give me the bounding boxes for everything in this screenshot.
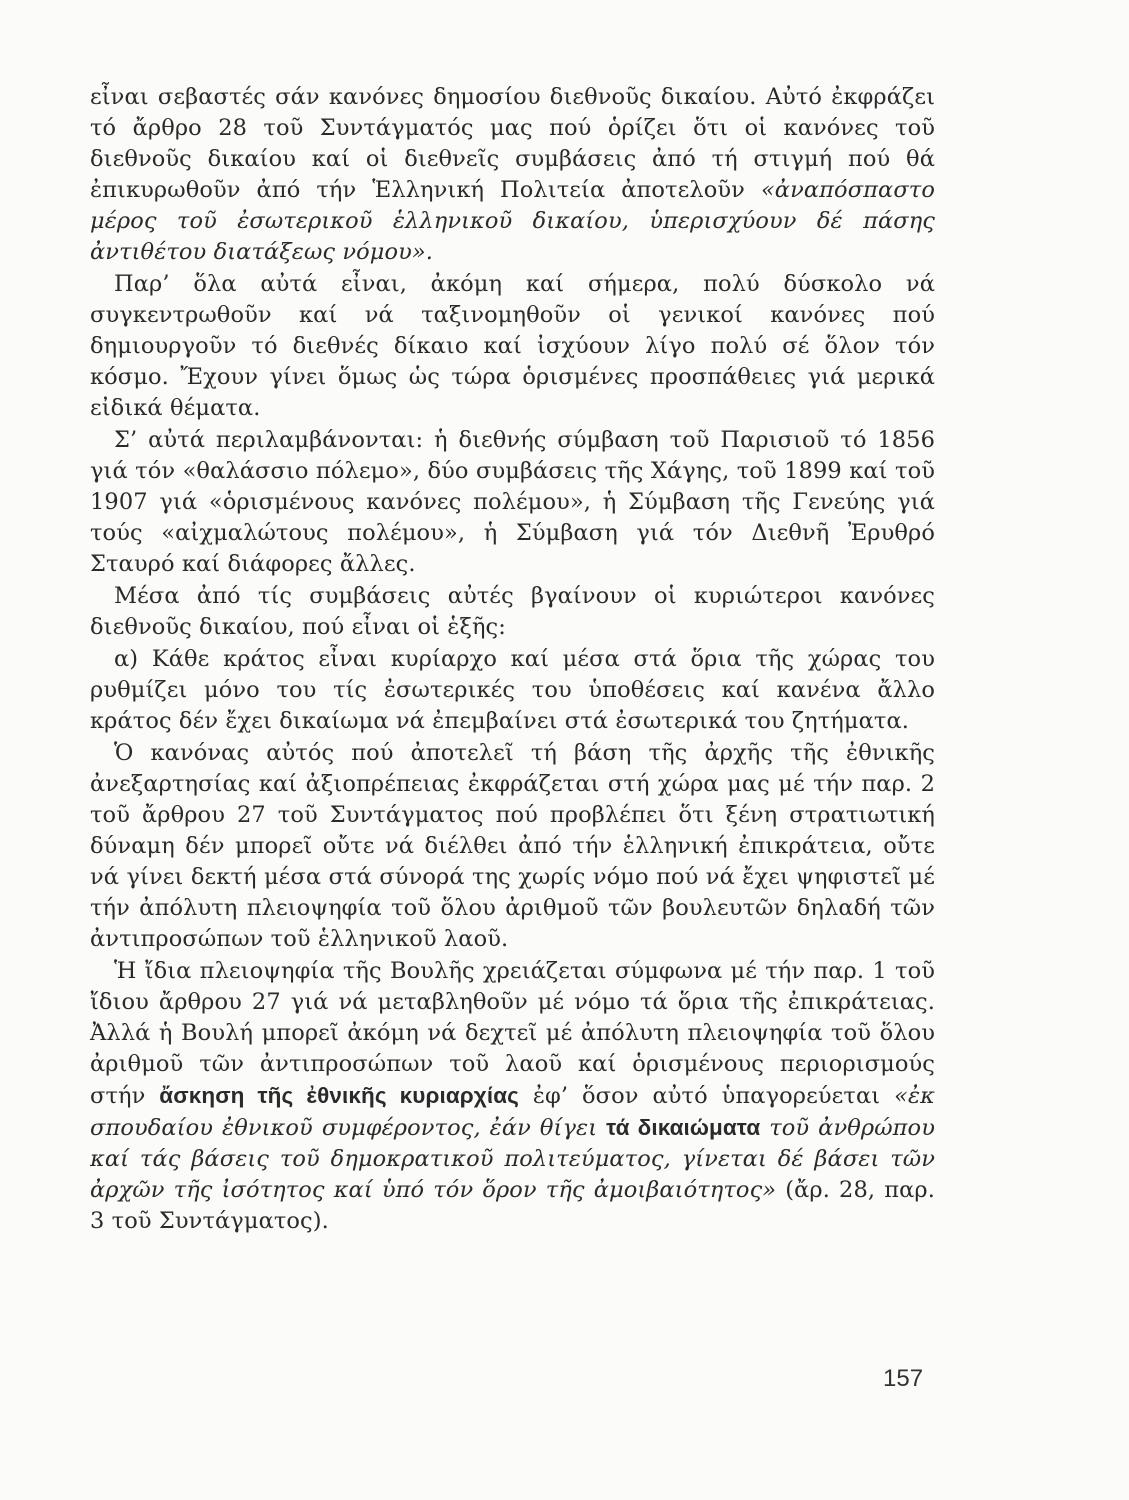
page-number: 157	[883, 1365, 924, 1392]
paragraph-7-text-2: ἐφ’ ὅσον αὐτό ὑπαγορεύεται	[518, 1083, 895, 1109]
paragraph-2: Παρ’ ὅλα αὐτά εἶναι, ἀκόμη καί σήμερα, πολύ δύσκολο νά συγκεντρωθοῦν καί νά ταξινομηθοῦν οἱ γενικοί κανόνες πού δημιουργοῦν τό διεθνές δίκαιο καί ἰσχύουν λίγο πολύ σέ ὅλον τόν κόσμο. Ἔχουν γίνει ὅμως ὡς τώρα ὁρισμένες προσπάθειες γιά μερικά εἰδικά θέματα.	[90, 271, 935, 421]
paragraph-5: α) Κάθε κράτος εἶναι κυρίαρχο καί μέσα στά ὅρια τῆς χώρας του ρυθμίζει μόνο του τίς ἐσωτερικές του ὑποθέσεις καί κανένα ἄλλο κράτος δέν ἔχει δικαίωμα νά ἐπεμβαίνει στά ἐσωτερικά του ζητήματα.	[90, 646, 935, 734]
paragraph-1-quote: «ἀναπόσπαστο μέρος τοῦ ἐσωτερικοῦ ἑλληνικοῦ δικαίου, ὑπερισχύουν δέ πάσης ἀντιθέτου διατάξεως νόμου».	[90, 177, 935, 265]
paragraph-4: Μέσα ἀπό τίς συμβάσεις αὐτές βγαίνουν οἱ κυριώτεροι κανόνες διεθνοῦς δικαίου, πού εἶναι οἱ ἑξῆς:	[90, 583, 935, 640]
paragraph-1-text: εἶναι σεβαστές σάν κανόνες δημοσίου διεθνοῦς δικαίου. Αὐτό ἐκφράζει τό ἄρθρο 28 τοῦ Συντάγματός μας πού ὁρίζει ὅτι οἱ κανόνες τοῦ διεθνοῦς δικαίου καί οἱ διεθνεῖς συμβάσεις ἀπό τή στιγμή πού θά ἐπικυρωθοῦν ἀπό τήν Ἑλληνική Πολιτεία ἀποτελοῦν	[90, 84, 935, 203]
paragraph-3: Σ’ αὐτά περιλαμβάνονται: ἡ διεθνής σύμβαση τοῦ Παρισιοῦ τό 1856 γιά τόν «θαλάσσιο πόλεμο», δύο συμβάσεις τῆς Χάγης, τοῦ 1899 καί τοῦ 1907 γιά «ὁρισμένους κανόνες πολέμου», ἡ Σύμβαση τῆς Γενεύης γιά τούς «αἰχμαλώτους πολέμου», ἡ Σύμβαση γιά τόν Διεθνῆ Ἐρυθρό Σταυρό καί διάφορες ἄλλες.	[90, 427, 935, 577]
paragraph-7-quote-2: τοῦ ἀνθρώπου καί τάς βάσεις τοῦ δημοκρατικοῦ πολιτεύματος, γίνεται δέ βάσει τῶν ἀρχῶν τῆς ἰσότητος καί ὑπό τόν ὅρον τῆς ἀμοιβαιότητος»	[90, 1115, 935, 1203]
paragraph-7-bold-2: τά δικαιώματα	[606, 1115, 761, 1140]
paragraph-7-text: Ἡ ἴδια πλειοψηφία τῆς Βουλῆς χρειάζεται σύμφωνα μέ τήν παρ. 1 τοῦ ἴδιου ἄρθρου 27 γιά νά μεταβληθοῦν μέ νόμο τά ὅρια τῆς ἐπικράτειας. Ἀλλά ἡ Βουλή μπορεῖ ἀκόμη νά δεχτεῖ μέ ἀπόλυτη πλειοψηφία τοῦ ὅλου ἀριθμοῦ τῶν ἀντιπροσώπων τοῦ λαοῦ καί ὁρισμένους περιορισμούς στήν	[90, 958, 935, 1109]
page-body	[90, 82, 935, 1237]
paragraph-6: Ὁ κανόνας αὐτός πού ἀποτελεῖ τή βάση τῆς ἀρχῆς τῆς ἐθνικῆς ἀνεξαρτησίας καί ἀξιοπρέπειας ἐκφράζεται στή χώρα μας μέ τήν παρ. 2 τοῦ ἄρθρου 27 τοῦ Συντάγματος πού προβλέπει ὅτι ξένη στρατιωτική δύναμη δέν μπορεῖ οὔτε νά διέλθει ἀπό τήν ἑλληνική ἐπικράτεια, οὔτε νά γίνει δεκτή μέσα στά σύνορά της χωρίς νόμο πού νά ἔχει ψηφιστεῖ μέ τήν ἀπόλυτη πλειοψηφία τοῦ ὅλου ἀριθμοῦ τῶν βουλευτῶν δηλαδή τῶν ἀντιπροσώπων τοῦ ἑλληνικοῦ λαοῦ.	[90, 740, 935, 952]
paragraph-1	[90, 82, 935, 268]
paragraph-7-citation: (ἄρ. 28, παρ. 3 τοῦ Συντάγματος).	[90, 1177, 935, 1234]
paragraph-7-bold-1: ἄσκηση τῆς ἐθνικῆς κυριαρχίας	[159, 1083, 519, 1108]
paragraph-7-quote-1: «ἐκ σπουδαίου ἐθνικοῦ συμφέροντος, ἐάν θίγει	[90, 1083, 935, 1141]
paragraph-7	[90, 956, 935, 1237]
